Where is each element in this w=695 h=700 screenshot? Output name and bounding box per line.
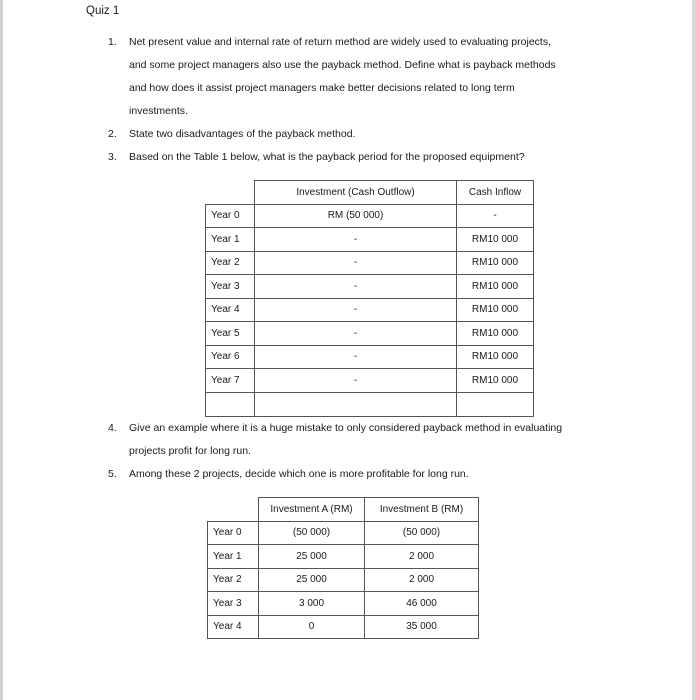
table-row <box>206 204 534 228</box>
table-2-header-investment-b: Investment B (RM) <box>365 498 479 522</box>
question-4-number: 4. <box>108 422 117 434</box>
year-cell: Year 6 <box>206 345 255 369</box>
cash-inflow-cell: RM10 000 <box>457 275 534 299</box>
table-row <box>208 568 479 592</box>
question-5-text: Among these 2 projects, decide which one is more profitable for long run. <box>129 468 469 480</box>
year-cell: Year 4 <box>206 298 255 322</box>
table-row <box>206 369 534 393</box>
question-1-line-1: Net present value and internal rate of return method are widely used to evaluating projects, <box>129 36 551 48</box>
cash-inflow-cell: - <box>457 204 534 228</box>
table-2-header-investment-a: Investment A (RM) <box>259 498 365 522</box>
investment-cell: - <box>255 251 457 275</box>
year-cell: Year 3 <box>206 275 255 299</box>
investment-b-cell: 2 000 <box>365 545 479 569</box>
table-2-header-row <box>208 498 479 522</box>
year-cell: Year 3 <box>208 592 259 616</box>
investment-cell: - <box>255 369 457 393</box>
table-row <box>208 521 479 545</box>
question-5-number: 5. <box>108 468 117 480</box>
cash-inflow-cell: RM10 000 <box>457 228 534 252</box>
question-4-line-1: Give an example where it is a huge mistake to only considered payback method in evaluating <box>129 422 563 434</box>
question-3-number: 3. <box>108 151 117 163</box>
question-4-line-2: projects profit for long run. <box>129 445 251 457</box>
table-2-header-blank <box>208 498 259 522</box>
year-cell: Year 1 <box>208 545 259 569</box>
investment-a-cell: 0 <box>259 615 365 639</box>
table-1-header-investment: Investment (Cash Outflow) <box>255 181 457 205</box>
year-cell: Year 0 <box>208 521 259 545</box>
investment-cell: - <box>255 275 457 299</box>
cash-inflow-cell: RM10 000 <box>457 345 534 369</box>
investment-b-cell: 35 000 <box>365 615 479 639</box>
investment-a-cell: (50 000) <box>259 521 365 545</box>
cash-inflow-cell: RM10 000 <box>457 322 534 346</box>
investment-cell: - <box>255 345 457 369</box>
year-cell: Year 5 <box>206 322 255 346</box>
question-1-line-4: investments. <box>129 105 188 117</box>
year-cell: Year 2 <box>208 568 259 592</box>
cash-inflow-cell: RM10 000 <box>457 369 534 393</box>
table-row <box>206 275 534 299</box>
quiz-title: Quiz 1 <box>86 5 120 17</box>
investment-b-cell: 46 000 <box>365 592 479 616</box>
table-row <box>206 322 534 346</box>
investment-cell: RM (50 000) <box>255 204 457 228</box>
cash-inflow-cell <box>457 392 534 416</box>
table-1-header-row <box>206 181 534 205</box>
page-edge-left <box>0 0 3 700</box>
table-row <box>206 251 534 275</box>
table-1 <box>205 180 534 417</box>
question-1-number: 1. <box>108 36 117 48</box>
investment-a-cell: 25 000 <box>259 545 365 569</box>
table-row <box>206 345 534 369</box>
table-row <box>208 615 479 639</box>
year-cell: Year 0 <box>206 204 255 228</box>
table-2 <box>207 497 479 639</box>
cash-inflow-cell: RM10 000 <box>457 298 534 322</box>
table-1-header-cash-inflow: Cash Inflow <box>457 181 534 205</box>
question-3-text: Based on the Table 1 below, what is the payback period for the proposed equipment? <box>129 151 525 163</box>
year-cell: Year 4 <box>208 615 259 639</box>
table-row <box>206 228 534 252</box>
question-1-line-3: and how does it assist project managers make better decisions related to long term <box>129 82 515 94</box>
investment-b-cell: (50 000) <box>365 521 479 545</box>
table-row <box>208 545 479 569</box>
table-row-empty <box>206 392 534 416</box>
question-2-text: State two disadvantages of the payback method. <box>129 128 356 140</box>
table-row <box>206 298 534 322</box>
investment-a-cell: 3 000 <box>259 592 365 616</box>
investment-a-cell: 25 000 <box>259 568 365 592</box>
investment-cell: - <box>255 228 457 252</box>
investment-cell: - <box>255 322 457 346</box>
investment-cell <box>255 392 457 416</box>
table-row <box>208 592 479 616</box>
year-cell: Year 2 <box>206 251 255 275</box>
investment-b-cell: 2 000 <box>365 568 479 592</box>
year-cell: Year 7 <box>206 369 255 393</box>
year-cell <box>206 392 255 416</box>
table-1-header-blank <box>206 181 255 205</box>
investment-cell: - <box>255 298 457 322</box>
year-cell: Year 1 <box>206 228 255 252</box>
cash-inflow-cell: RM10 000 <box>457 251 534 275</box>
question-2-number: 2. <box>108 128 117 140</box>
question-1-line-2: and some project managers also use the payback method. Define what is payback methods <box>129 59 556 71</box>
